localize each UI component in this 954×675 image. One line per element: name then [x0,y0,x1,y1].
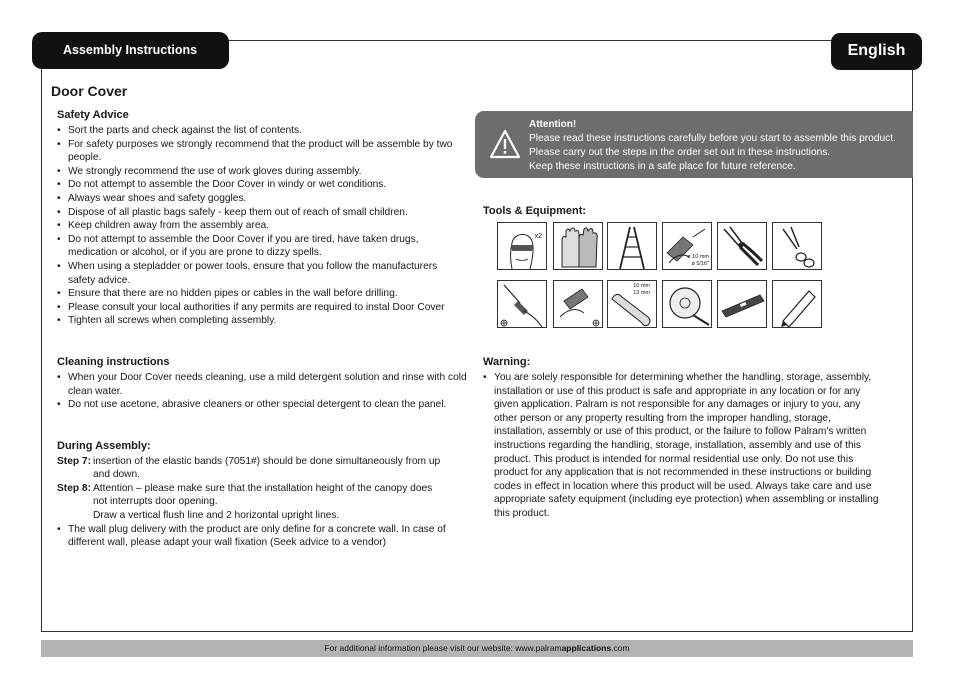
list-item: • The wall plug delivery with the product are only define for a concrete wall. In case of different wall, please adapt your wall fixation (Seek advice to a vendor) [57,523,467,550]
list-item: • Do not use acetone, abrasive cleaners or other special detergent to clean the panel. [57,398,467,412]
step-7-label: Step 7: [57,455,91,467]
left-column [57,108,467,550]
screwdriver-icon [497,280,547,328]
spanner-size-2: 13 mm [633,290,650,296]
step-8-label: Step 8: [57,482,91,494]
pencil-icon [772,280,822,328]
step-7-line-2: and down. [93,469,141,481]
step-7 [57,455,467,482]
list-item: • Do not attempt to assemble the Door Cover if you are tired, have taken drugs, medication or alcohol, or if you are prone to dizzy spells. [57,233,467,260]
step-8-line-1: Attention – please make sure that the installation height of the canopy does [93,482,433,494]
list-item: • Sort the parts and check against the list of contents. [57,124,467,138]
footer-prefix: For additional information please visit our website: www.palram [324,643,562,653]
list-item: • We strongly recommend the use of work gloves during assembly. [57,165,467,179]
attention-box [475,111,913,178]
warning-heading: Warning: [483,356,531,368]
attention-line: Please read these instructions carefully before you start to assemble this product. [529,133,896,144]
warning-section [483,355,879,521]
warning-triangle-icon [489,129,521,159]
list-item: • For safety purposes we strongly recommend that the product will be assemble by two people. [57,138,467,165]
cleaning-heading: Cleaning instructions [57,355,170,368]
cutters-icon [772,222,822,270]
list-item: • Please consult your local authorities if any permits are required to instal Door Cover [57,301,467,315]
attention-heading: Attention! [529,119,577,130]
drill-icon [662,222,712,270]
goggles-qty: x2 [534,233,542,240]
step-8-line-3: Draw a vertical flush line and 2 horizontal upright lines. [93,510,340,522]
spirit-level-icon [717,280,767,328]
tools-heading: Tools & Equipment: [483,205,587,217]
section-tab: Assembly Instructions [32,32,229,69]
step-8-line-2: not interrupts door opening. [93,496,218,508]
spanner-size-1: 10 mm [633,283,650,289]
attention-line: Please carry out the steps in the order set out in these instructions. [529,147,831,158]
list-item: • When your Door Cover needs cleaning, use a mild detergent solution and rinse with cold clean water. [57,371,467,398]
step-8 [57,482,467,523]
safety-goggles-icon [497,222,547,270]
footer-bold[interactable]: applications [561,643,612,653]
footer [41,640,913,657]
list-item: • Always wear shoes and safety goggles. [57,192,467,206]
list-item: • Dispose of all plastic bags safely - keep them out of reach of small children. [57,206,467,220]
work-gloves-icon [553,222,603,270]
spanner-icon [607,280,657,328]
safety-heading: Safety Advice [57,109,129,121]
list-item: • When using a stepladder or power tools, ensure that you follow the manufacturers safety advice. [57,260,467,287]
attention-line: Keep these instructions in a safe place for future reference. [529,161,796,172]
footer-suffix: .com [611,643,630,653]
pliers-icon [717,222,767,270]
list-item: • Ensure that there are no hidden pipes or cables in the wall before drilling. [57,287,467,301]
cleaning-list [57,371,467,412]
list-item: • Tighten all screws when completing assembly. [57,314,467,328]
safety-list [57,124,467,328]
stepladder-icon [607,222,657,270]
during-assembly-heading: During Assembly: [57,439,151,452]
power-screwdriver-icon [553,280,603,328]
drill-bit-size-2: ø 5/16" [691,261,709,267]
step-7-line-1: insertion of the elastic bands (7051#) should be done simultaneously from up [93,455,441,467]
warning-text: • You are solely responsible for determining whether the handling, storage, assembly, installation or use of this product is safe and appropriate in any location or for any given application. Palram is not responsible for any damages or injury to you, any other person or any property resulting from the improper handling, storage, installation, assembly or use of this product, or the failure to follow Palram's written instructions regarding the handling, storage, installation, assembly and use of this product. This product is intended for normal residential use only. Do not use this product for any application that is not recommended in these instructions or building codes in effect in location where this product will be used. Always take care and use appropriate safety equipment (including eye protection) when assembling or installing this product. [483,371,879,521]
page-title: Door Cover [51,83,128,99]
drill-bit-size-1: ø 10 mm [687,254,709,260]
language-tab: English [831,33,922,70]
tools-grid [497,222,827,330]
list-item: • Do not attempt to assemble the Door Cover in windy or wet conditions. [57,178,467,192]
list-item: • Keep children away from the assembly area. [57,219,467,233]
during-list [57,523,467,550]
tape-measure-icon [662,280,712,328]
